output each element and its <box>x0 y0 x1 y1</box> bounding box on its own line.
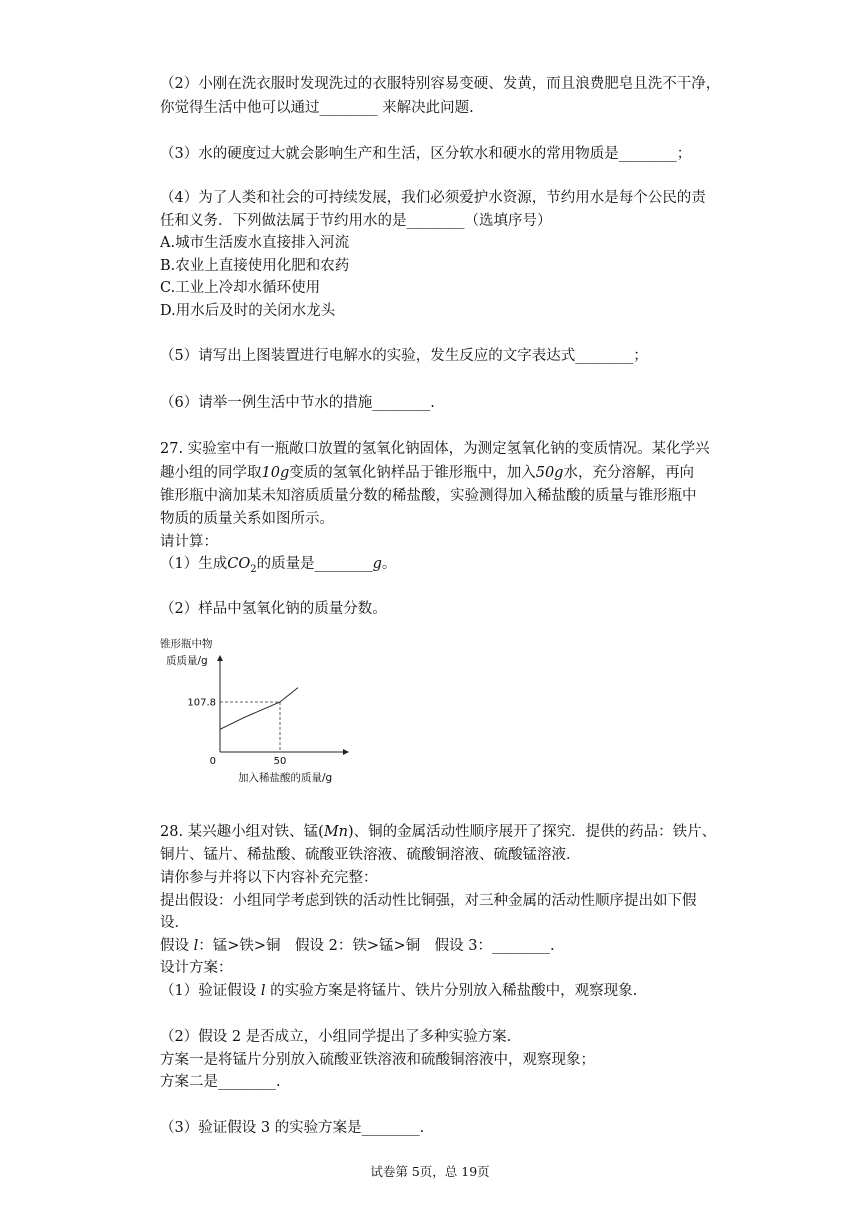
q26-p4-line1: （4）为了人类和社会的可持续发展，我们必须爱护水资源，节约用水是每个公民的责 <box>160 190 706 206</box>
q27-line1: 27. 实验室中有一瓶敞口放置的氢氧化钠固体，为测定氢氧化钠的变质情况。某化学兴 <box>160 441 710 457</box>
q28-line1 <box>160 822 716 842</box>
q28-line6-b: ：锰>铁>铜 假设 2：铁>锰>铜 假设 3：________. <box>198 938 555 954</box>
q26-option-c: C.工业上冷却水循环使用 <box>160 280 321 296</box>
q27-line2 <box>160 463 694 483</box>
q27-sub1-b: 的质量是________ <box>256 556 373 572</box>
chart-ylabel-line2: 质质量/g <box>166 655 208 667</box>
q27-sub1 <box>160 554 396 580</box>
q28-line8-b: 的实验方案是将锰片、铁片分别放入稀盐酸中，观察现象. <box>270 983 638 999</box>
q27-sub2: （2）样品中氢氧化钠的质量分数。 <box>160 601 387 617</box>
mass-chart <box>160 634 370 789</box>
q28-line4: 提出假设：小组同学考虑到铁的活动性比铜强，对三种金属的活动性顺序提出如下假 <box>160 893 697 909</box>
q28-line6 <box>160 936 555 956</box>
q27-line2-a: 趣小组的同学取 <box>160 465 262 481</box>
q28-line8 <box>160 981 637 1001</box>
q27-line2-c: 水，充分溶解，再向 <box>563 465 694 481</box>
q28-line6-l: l <box>193 938 199 954</box>
q26-p6: （6）请举一例生活中节水的措施________. <box>160 395 435 411</box>
q28-line1-a: 28. 某兴趣小组对铁、锰( <box>160 824 324 840</box>
q26-option-a: A.城市生活废水直接排入河流 <box>160 235 350 251</box>
chart-y-tick-label: 107.8 <box>187 697 216 709</box>
q28-line12: （3）验证假设 3 的实验方案是________. <box>160 1120 425 1136</box>
q26-option-b: B.农业上直接使用化肥和农药 <box>160 258 350 274</box>
q26-p5: （5）请写出上图装置进行电解水的实验，发生反应的文字表达式________； <box>160 348 648 364</box>
chart-ylabel-line1: 锥形瓶中物 <box>160 638 213 650</box>
q26-p2-line1: （2）小刚在洗衣服时发现洗过的衣服特别容易变硬、发黄，而且浪费肥皂且洗不干净， <box>160 76 721 92</box>
page-footer: 试卷第 5页，总 19页 <box>370 1164 490 1179</box>
q27-line5: 请计算： <box>160 534 218 550</box>
q27-sub1-a: （1）生成 <box>160 556 228 572</box>
q28-line8-a: （1）验证假设 <box>160 983 257 999</box>
q27-co-sub: 2 <box>250 563 257 575</box>
chart-xlabel: 加入稀盐酸的质量/g <box>238 772 333 784</box>
chart-series-line <box>220 688 298 730</box>
q27-co: CO <box>227 556 251 572</box>
q27-unit-g: g <box>372 556 382 572</box>
q28-line9: （2）假设 2 是否成立，小组同学提出了多种实验方案. <box>160 1029 512 1045</box>
q28-line5: 设． <box>160 915 189 931</box>
q28-line11: 方案二是________. <box>160 1074 281 1090</box>
q27-mass-water: 50g <box>535 465 564 481</box>
q26-p3: （3）水的硬度过大就会影响生产和生活，区分软水和硬水的常用物质是________； <box>160 146 692 162</box>
q26-option-d: D.用水后及时的关闭水龙头 <box>160 303 336 319</box>
q27-line2-b: 变质的氢氧化钠样品于锥形瓶中，加入 <box>289 465 536 481</box>
q28-line10: 方案一是将锰片分别放入硫酸亚铁溶液和硫酸铜溶液中，观察现象； <box>160 1052 595 1068</box>
q28-mn: Mn <box>323 824 349 840</box>
q27-mass-sample: 10g <box>261 465 290 481</box>
q26-p4-line2: 任和义务．下列做法属于节约用水的是________（选填序号） <box>160 213 552 229</box>
q27-line3: 锥形瓶中滴加某未知溶质质量分数的稀盐酸，实验测得加入稀盐酸的质量与锥形瓶中 <box>160 488 697 504</box>
q27-sub1-c: 。 <box>381 556 397 572</box>
q28-line7: 设计方案： <box>160 960 233 976</box>
q27-line4: 物质的质量关系如图所示。 <box>160 511 334 527</box>
chart-origin-label: 0 <box>209 756 216 767</box>
q26-p2-line2: 你觉得生活中他可以通过________ 来解决此问题. <box>160 100 474 116</box>
q28-line1-b: )、铜的金属活动性顺序展开了探究．提供的药品：铁片、 <box>348 824 717 840</box>
q28-line3: 请你参与并将以下内容补充完整： <box>160 870 378 886</box>
chart-x-tick-label: 50 <box>273 756 287 767</box>
q28-line6-a: 假设 <box>160 938 189 954</box>
q28-line2: 铜片、锰片、稀盐酸、硫酸亚铁溶液、硫酸铜溶液、硫酸锰溶液． <box>160 847 581 863</box>
q28-line8-l: l <box>260 983 266 999</box>
